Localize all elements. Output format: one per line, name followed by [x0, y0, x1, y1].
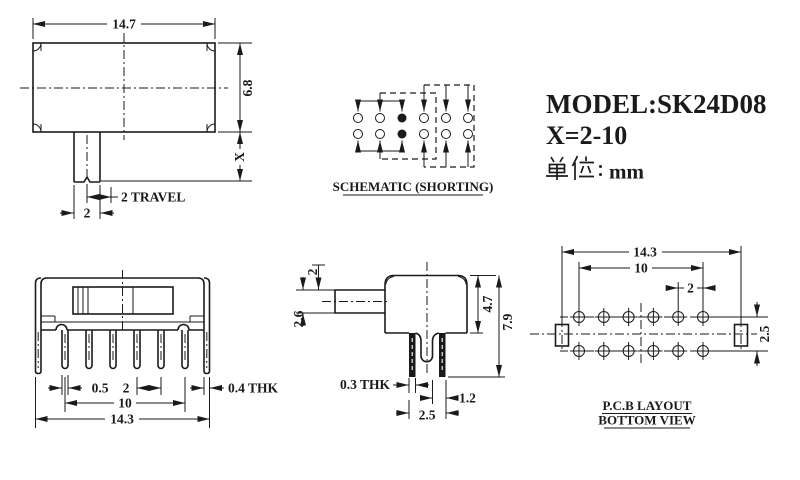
pcb-view — [530, 245, 772, 429]
dim-terminal-thickness: 0.3 THK — [340, 377, 391, 392]
dim-top-offset: 2 — [305, 268, 320, 276]
dim-span: 10 — [118, 395, 132, 411]
side-tab — [36, 278, 42, 374]
corner-detail — [33, 124, 41, 132]
common-contact — [398, 130, 407, 139]
dim-shaft-x: X — [232, 152, 247, 162]
centerline — [562, 318, 741, 352]
dim-overall: 14.3 — [110, 411, 134, 427]
title-block — [546, 89, 767, 184]
model-number: MODEL:SK24D08 — [546, 89, 767, 119]
dim-pcb-row-gap: 2.5 — [757, 325, 772, 343]
dim-pcb-pitch: 2 — [687, 280, 694, 296]
extension-lines — [137, 377, 161, 395]
side-view — [291, 262, 515, 423]
contact-circles — [354, 114, 473, 139]
dim-knob-width: 2 — [83, 205, 91, 221]
slider-position-box — [380, 93, 436, 159]
front-view — [36, 270, 279, 428]
dim-travel: 2 TRAVEL — [121, 189, 186, 205]
side-body — [385, 276, 467, 334]
common-contact — [398, 114, 407, 123]
side-tab — [204, 278, 210, 374]
dim-leg-span: 2.5 — [418, 407, 436, 423]
unit-value: mm — [609, 159, 644, 184]
corner-detail — [207, 124, 215, 132]
dim-pcb-span: 10 — [634, 260, 648, 276]
extension-lines — [204, 377, 210, 395]
front-knob — [73, 287, 133, 314]
dim-pcb-overall: 14.3 — [633, 244, 657, 260]
pcb-caption-line1: P.C.B LAYOUT — [602, 398, 692, 413]
knob-grip-lines — [78, 287, 88, 314]
schematic-view — [333, 85, 494, 195]
dim-pitch: 2 — [122, 380, 130, 396]
corner-detail — [207, 43, 215, 51]
pins — [62, 330, 188, 369]
top-view — [20, 17, 255, 221]
dim-tab-thickness: 0.4 THK — [228, 380, 279, 396]
dim-body-height: 4.7 — [480, 295, 495, 313]
pcb-caption-line2: BOTTOM VIEW — [598, 412, 696, 428]
dim-overall-height: 7.9 — [500, 313, 515, 331]
corner-detail — [33, 43, 41, 51]
x-range: X=2-10 — [546, 121, 628, 150]
extension-lines — [409, 378, 416, 393]
slider-position-box — [424, 85, 474, 167]
dim-pin-width: 0.5 — [91, 380, 109, 396]
dim-leg-width: 1.2 — [459, 390, 476, 406]
corner-detail — [386, 277, 466, 285]
dim-top-height: 6.8 — [240, 79, 255, 97]
extension-lines — [87, 184, 118, 203]
dim-knob-height: 2.6 — [291, 310, 306, 328]
dim-top-width: 14.7 — [112, 16, 136, 32]
schematic-caption: SCHEMATIC (SHORTING) — [332, 179, 494, 194]
